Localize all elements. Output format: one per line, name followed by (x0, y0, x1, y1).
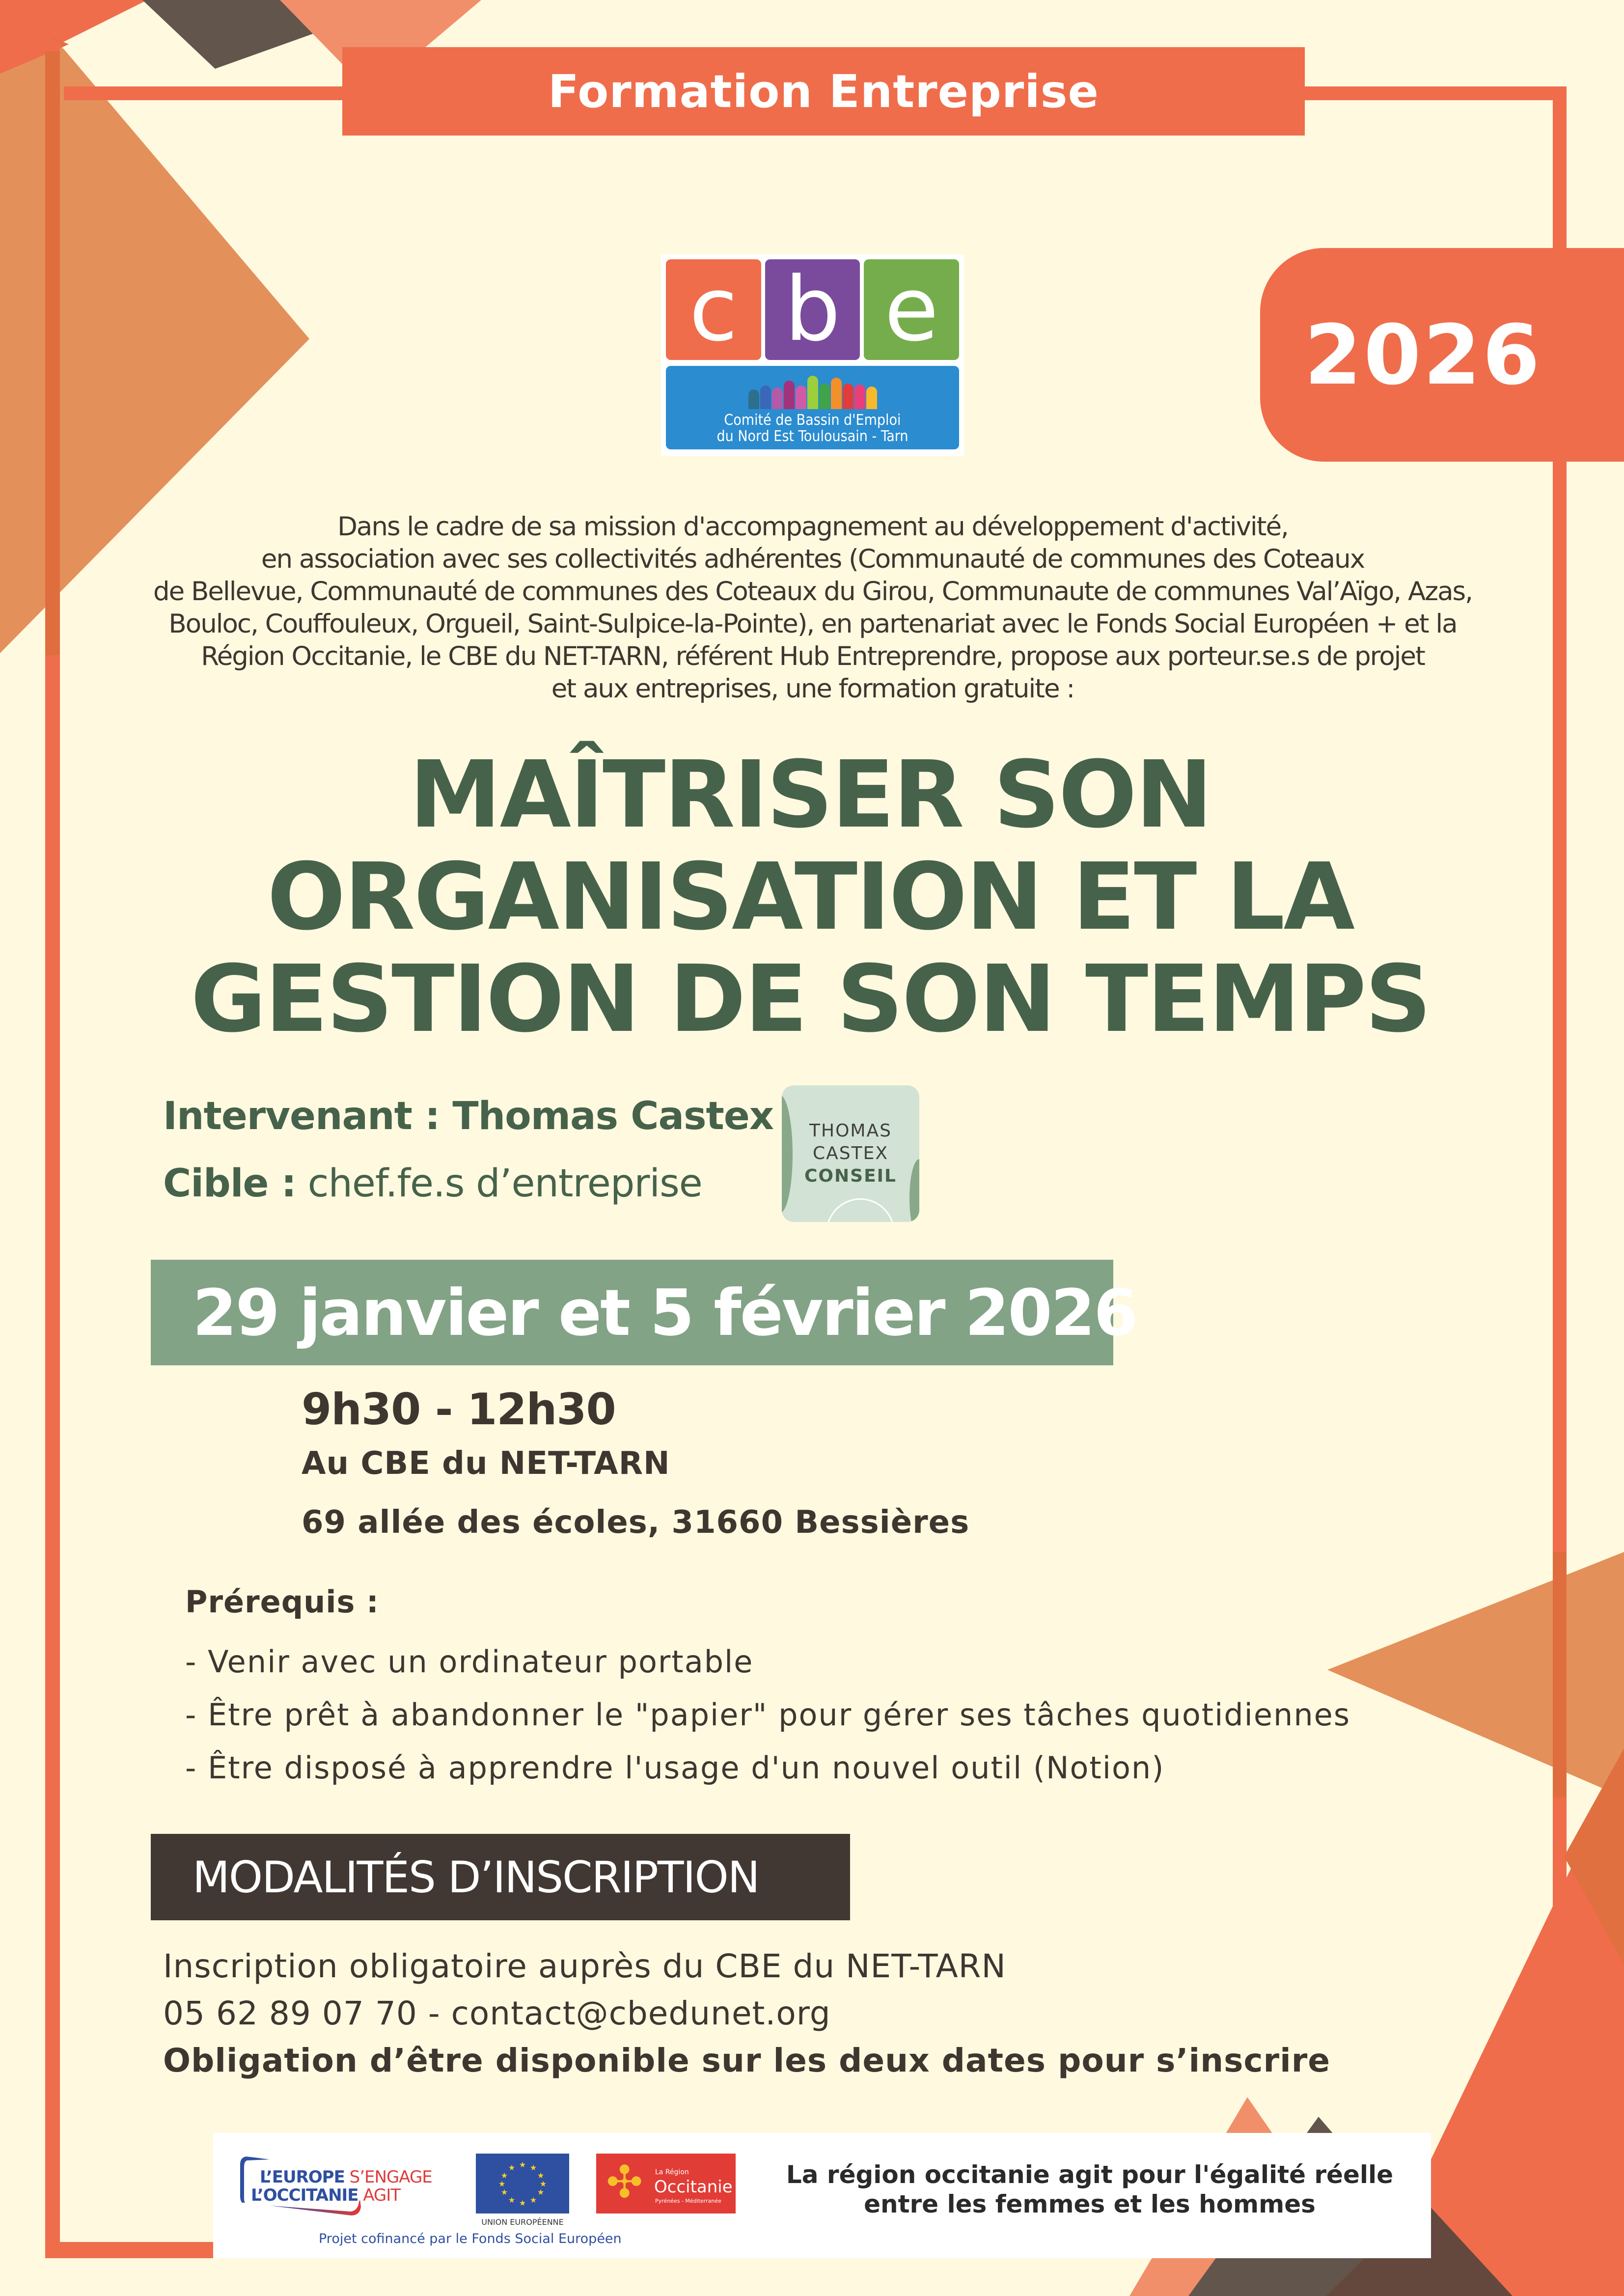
eu-flag-caption: UNION EUROPÉENNE (481, 2217, 564, 2227)
footer-partners (213, 2133, 1431, 2258)
cbe-logo (661, 254, 964, 456)
registration-info (163, 1943, 1330, 2084)
intro-line: de Bellevue, Communauté de communes des Coteaux du Girou, Communaute de communes Val’Aïgo, Azas, (153, 577, 1473, 607)
svg-text:★: ★ (519, 2160, 526, 2169)
title-line: GESTION DE SON TEMPS (191, 945, 1430, 1053)
dates-label: 29 janvier et 5 février 2026 (193, 1275, 1137, 1350)
equality-statement: La région occitanie agit pour l'égalité réelle entre les femmes et les hommes (786, 2160, 1394, 2218)
svg-text:★: ★ (508, 2195, 516, 2205)
logo-line: CONSEIL (804, 1166, 897, 1186)
prerequisites-title: Prérequis : (185, 1584, 379, 1620)
thomas-castex-logo (782, 1085, 919, 1222)
eu-flag-icon (476, 2154, 569, 2213)
email-link[interactable]: contact@cbedunet.org (451, 1994, 831, 2032)
intro-line: Région Occitanie, le CBE du NET-TARN, référent Hub Entreprendre, propose aux porteur.se.s de projet (201, 641, 1425, 671)
banner-title: Formation Entreprise (548, 65, 1099, 118)
svg-text:★: ★ (529, 2195, 537, 2205)
dates-banner (151, 1260, 1137, 1365)
contact-line: 05 62 89 07 70 - contact@cbedunet.org (163, 1994, 831, 2032)
header-banner (342, 47, 1305, 136)
registration-line: Inscription obligatoire auprès du CBE du NET-TARN (163, 1947, 1006, 1985)
svg-text:★: ★ (529, 2163, 537, 2172)
registration-heading-label: MODALITÉS D’INSCRIPTION (193, 1852, 759, 1903)
cbe-tile-b: b (765, 259, 860, 360)
cbe-subtitle-2: du Nord Est Toulousain - Tarn (716, 428, 908, 445)
logo-line: THOMAS (809, 1121, 892, 1141)
logo-line: CASTEX (812, 1143, 888, 1163)
svg-text:★: ★ (519, 2198, 526, 2208)
intro-paragraph (123, 511, 1503, 705)
svg-text:★: ★ (498, 2179, 506, 2188)
svg-text:★: ★ (500, 2187, 508, 2197)
cbe-logo-base (666, 366, 959, 449)
target-label: Cible : (163, 1162, 296, 1206)
training-title (147, 741, 1473, 1053)
prerequisites-list (185, 1635, 1350, 1795)
availability-notice: Obligation d’être disponible sur les deux dates pour s’inscrire (163, 2042, 1331, 2079)
intro-line: et aux entreprises, une formation gratuite : (551, 674, 1074, 704)
target-line (163, 1162, 702, 1206)
intro-line: Dans le cadre de sa mission d'accompagnement au développement d'activité, (337, 512, 1288, 542)
europe-occitanie-logo (240, 2153, 432, 2216)
svg-text:★: ★ (539, 2179, 547, 2188)
address: 69 allée des écoles, 31660 Bessières (302, 1504, 970, 1541)
prerequisite-item: - Être prêt à abandonner le "papier" pour gérer ses tâches quotidiennes (185, 1697, 1351, 1733)
cbe-tile-e: e (864, 259, 959, 360)
registration-heading (151, 1834, 850, 1920)
title-line: ORGANISATION ET LA (267, 843, 1354, 951)
title-line: MAÎTRISER SON (409, 741, 1211, 849)
venue: Au CBE du NET-TARN (302, 1445, 670, 1482)
people-icon (748, 375, 877, 409)
svg-text:★: ★ (508, 2163, 516, 2172)
occitan-cross-icon: ✣ (606, 2157, 643, 2208)
cbe-subtitle-1: Comité de Bassin d'Emploi (724, 412, 901, 429)
cbe-tile-c: c (666, 259, 761, 360)
occitanie-region-logo: ✣ La Région Occitanie Pyrénées - Méditerranée (596, 2154, 736, 2213)
year-badge (1260, 248, 1624, 462)
intro-line: Bouloc, Couffouleux, Orgueil, Saint-Sulpice-la-Pointe), en partenariat avec le Fonds Social Européen + et la (168, 609, 1457, 639)
prerequisite-item: - Être disposé à apprendre l'usage d'un nouvel outil (Notion) (185, 1750, 1165, 1786)
fse-cofinancing: Projet cofinancé par le Fonds Social Européen (319, 2231, 622, 2246)
year-label: 2026 (1304, 306, 1542, 403)
time-range: 9h30 - 12h30 (302, 1384, 616, 1435)
prerequisite-item: - Venir avec un ordinateur portable (185, 1644, 754, 1680)
svg-text:★: ★ (537, 2171, 545, 2180)
phone-number[interactable]: 05 62 89 07 70 (163, 1994, 417, 2032)
target-value: chef.fe.s d’entreprise (296, 1162, 702, 1206)
eu-slogan-line-2: L’OCCITANIE AGIT (251, 2185, 401, 2205)
eu-slogan-line-1: L’EUROPE S’ENGAGE (260, 2167, 432, 2187)
svg-text:★: ★ (537, 2187, 545, 2197)
svg-text:★: ★ (500, 2171, 508, 2180)
speaker-line: Intervenant : Thomas Castex (163, 1094, 774, 1138)
intro-line: en association avec ses collectivités adhérentes (Communauté de communes des Coteaux (261, 544, 1365, 574)
